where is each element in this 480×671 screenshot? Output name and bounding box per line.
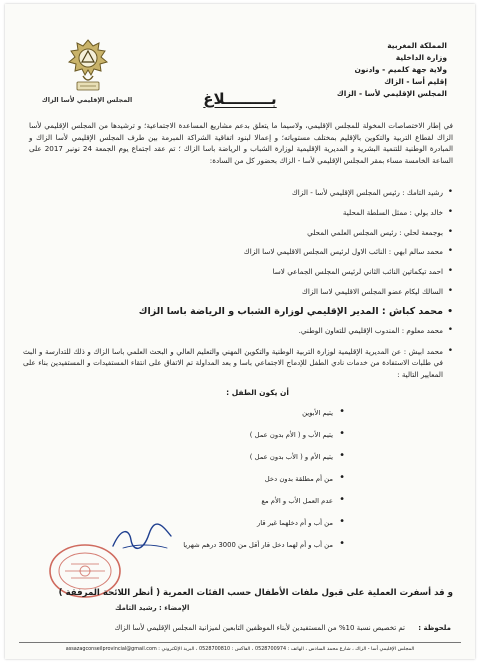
list-item: • خالد بولي : ممثل السلطة المحلية — [23, 208, 453, 217]
ministry-line: وزارة الداخلية — [395, 53, 447, 62]
criteria-item: • يتيم الأب و ( الأم بدون عمل ) — [125, 430, 345, 452]
province-line: إقليم أسا - الزاك — [384, 77, 447, 86]
council-line: المجلس الإقليمي لأسا - الزاك — [336, 89, 447, 98]
criteria-item: • من أم مطلقة بدون دخل — [125, 474, 345, 496]
list-item: • بوجمعة لحلي : رئيس المجلس العلمي المحلي — [23, 228, 453, 237]
intro-paragraph — [29, 120, 453, 166]
list-item: • محمد سالم ابهي : النائب الاول لرئيس المجلس الاقليمي لاسا الزاك — [23, 247, 453, 256]
list-item: • محمد كباش : المدير الإقليمي لوزارة الشباب و الرياضة باسا الزاك — [23, 307, 453, 317]
council-emblem-icon — [63, 38, 113, 94]
document-page — [5, 4, 475, 659]
emblem-caption: المجلس الإقليمي لأسا الزاك — [41, 96, 133, 104]
criteria-item: • من أب و أم لهما دخل قار أقل من 3000 درهم شهريا — [125, 540, 345, 562]
criteria-title: أن يكون الطفل : — [226, 388, 289, 397]
criteria-item: • من أب و أم دخلهما غير قار — [125, 518, 345, 540]
list-item: • رشيد التامك : رئيس المجلس الإقليمي لأسا - الزاك — [23, 188, 453, 197]
criteria-item: • عدم العمل الأب و الأم مع — [125, 496, 345, 518]
criteria-item: • يتيم الأم و ( الأب بدون عمل ) — [125, 452, 345, 474]
closing-statement: و قد أسفرت العملية على قبول ملفات الأطفال حسب الفئات العمرية ( أنظر اللائحة المرفقة ) — [58, 588, 453, 598]
page-title: بـــــــــلاغ — [203, 90, 277, 108]
list-item: • محمد ابيش : عن المديرية الإقليمية لوزارة التربية الوطنية والتكوين المهني والتعليم العالي و البحث العلمي باسا الزاك و ذلك للتدارسة و البث في طلبات الاستفادة من خدمات نادي الطفل للإدماج الاجتماعي باسا و بعد المداولة تم الاتفاق على انتقاء المستفيدات و المستفيدين بناء على المعايير التالية : — [23, 346, 453, 380]
note-text: تم تخصيص نسبة 10% من المستفيدين لأبناء الموظفين التابعين لميزانية المجلس الإقليمي لأسا الزاك — [114, 624, 405, 632]
note-label: ملحوظة : — [418, 624, 451, 632]
signature-name: الإمضاء : رشيد التامك — [115, 604, 190, 612]
intro-text: في إطار الاختصاصات المخولة للمجلس الإقليمي، ولاسيما ما يتعلق بدعم مشاريع المساعدة الاجتماعية؛ و ترشيدها من المجلس الإقليمي لأسا الزاك لقطاع التربية والتكوين بالإقليم بمختلف مستوياته؛ و إعمالا لبنود اتفاقية الشراكة المبرمة بين طرف المجلس الإقليمي لأسا الزاك و المبادرة الوطنية للتنمية البشرية و المديرية الإقليمية لوزارة الشباب و الرياضة باسا الزاك ؛ تم عقد اجتماع يوم الجمعة 24 نونبر 2017 على الساعة الخامسة مساء بمقر المجلس الإقليمي لأسا - الزاك بحضور كل من السادة: — [29, 121, 454, 165]
list-item: • محمد معلوم : المندوب الإقليمي للتعاون الوطني. — [23, 326, 453, 335]
list-item: • السالك ليكام عضو المجلس الاقليمي لاسا الزاك — [23, 287, 453, 296]
kingdom-line: المملكة المغربية — [387, 41, 447, 50]
region-line: ولاية جهة كلميم - وادنون — [354, 65, 447, 74]
attendees-list — [23, 188, 453, 386]
footer-divider — [19, 642, 461, 643]
list-item: • احمد تيكماتين النائب الثاني لرئيس المجلس الجماعي لاسا — [23, 267, 453, 276]
criteria-item: • يتيم الأبوين — [125, 408, 345, 430]
footer-contact: المجلس الإقليمي أسا - الزاك ، شارع محمد السادس ، الهاتف : 0528700974 ، الفاكس : 0528700810 ، البريد الإلكتروني : assazagconseilprovincial@gmail.com — [65, 646, 415, 652]
